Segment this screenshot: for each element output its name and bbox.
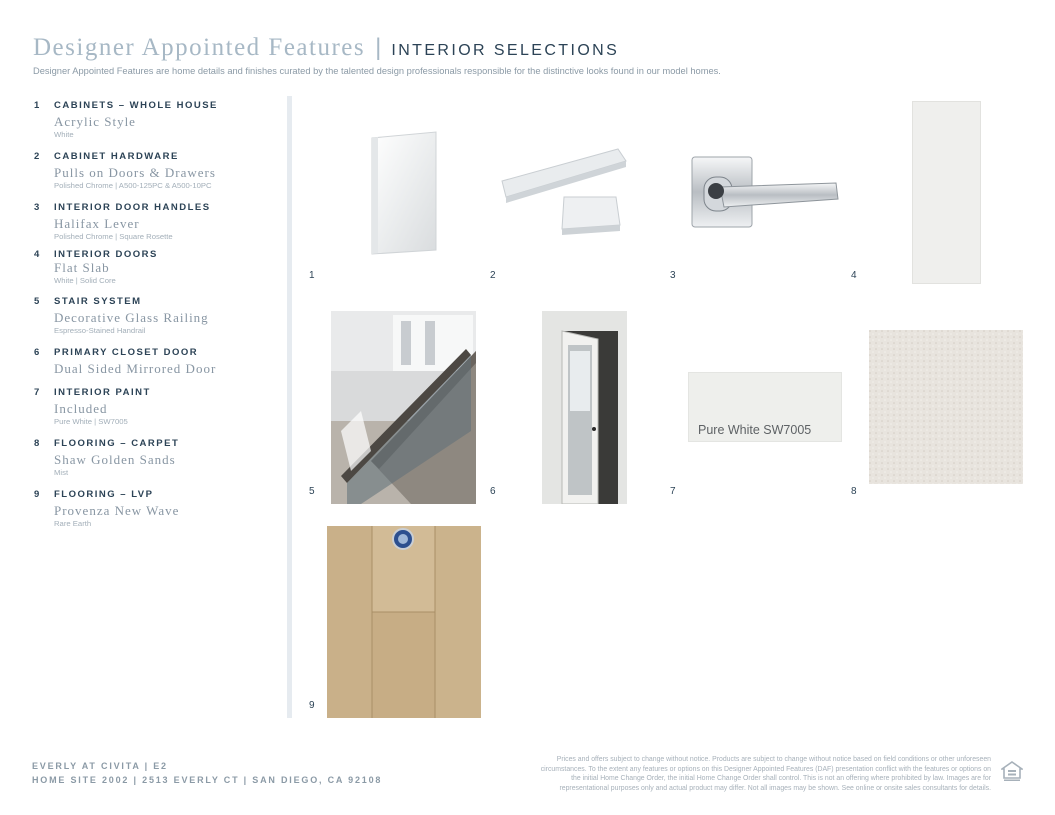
selection-number: 1 bbox=[34, 100, 40, 111]
selection-detail: Espresso-Stained Handrail bbox=[54, 326, 146, 335]
selection-category: INTERIOR DOOR HANDLES bbox=[54, 202, 211, 213]
selection-item bbox=[34, 151, 279, 191]
selection-item bbox=[34, 202, 279, 242]
selection-category: INTERIOR DOORS bbox=[54, 249, 158, 260]
image-number: 2 bbox=[490, 270, 496, 281]
title-separator: | bbox=[375, 34, 382, 61]
selection-name: Pulls on Doors & Drawers bbox=[54, 165, 216, 180]
selection-category: INTERIOR PAINT bbox=[54, 387, 151, 398]
selection-name: Provenza New Wave bbox=[54, 503, 180, 518]
selection-number: 8 bbox=[34, 438, 40, 449]
selection-detail: White | Solid Core bbox=[54, 276, 116, 285]
paint-swatch bbox=[688, 372, 842, 442]
lvp-flooring-image bbox=[327, 526, 481, 718]
selection-number: 4 bbox=[34, 249, 40, 260]
selection-category: PRIMARY CLOSET DOOR bbox=[54, 347, 199, 358]
carpet-sample-image bbox=[869, 330, 1023, 484]
image-number: 3 bbox=[670, 270, 676, 281]
footer-disclaimer: Prices and offers subject to change without notice. Products are subject to change without notice based on field conditions or other unforeseen circumstances. To the extent any features or options on this Designer Appointed Features (DAF) presentation conflict with the features or options on the initial Home Change Order, the initial Home Change Order shall control. This is not an offering where prohibited by law. Images are for representational purposes only and actual product may differ. Not all images may be shown. See online or onsite sales consultants for details. bbox=[540, 756, 991, 792]
selection-name: Halifax Lever bbox=[54, 216, 140, 231]
selection-item bbox=[34, 249, 279, 286]
selection-category: FLOORING – LVP bbox=[54, 489, 154, 500]
selection-name: Dual Sided Mirrored Door bbox=[54, 361, 217, 376]
selection-item bbox=[34, 100, 279, 140]
selection-detail: Rare Earth bbox=[54, 519, 92, 528]
selection-category: FLOORING – CARPET bbox=[54, 438, 180, 449]
image-number: 9 bbox=[309, 700, 315, 711]
selection-item bbox=[34, 489, 279, 529]
cabinet-pull-image bbox=[498, 145, 628, 243]
image-number: 1 bbox=[309, 270, 315, 281]
vertical-divider bbox=[287, 96, 292, 718]
page-description: Designer Appointed Features are home details and finishes curated by the talented design professionals responsible for the distinctive looks found in our model homes. bbox=[33, 66, 721, 76]
selection-category: STAIR SYSTEM bbox=[54, 296, 142, 307]
selection-name: Decorative Glass Railing bbox=[54, 310, 209, 325]
footer-community: EVERLY AT CIVITA | E2 bbox=[32, 761, 168, 771]
selection-number: 3 bbox=[34, 202, 40, 213]
selection-detail: Polished Chrome | Square Rosette bbox=[54, 232, 173, 241]
stair-system-image bbox=[331, 311, 476, 504]
selection-name: Acrylic Style bbox=[54, 114, 136, 129]
interior-door-image bbox=[912, 101, 981, 284]
image-number: 6 bbox=[490, 486, 496, 497]
mirrored-door-image bbox=[542, 311, 627, 504]
selection-number: 6 bbox=[34, 347, 40, 358]
selection-number: 5 bbox=[34, 296, 40, 307]
selection-number: 2 bbox=[34, 151, 40, 162]
page-header bbox=[33, 34, 1023, 76]
footer-address: HOME SITE 2002 | 2513 EVERLY CT | SAN DIEGO, CA 92108 bbox=[32, 775, 383, 785]
title-row bbox=[33, 34, 1023, 62]
selection-detail: White bbox=[54, 130, 74, 139]
image-number: 7 bbox=[670, 486, 676, 497]
selection-name: Shaw Golden Sands bbox=[54, 452, 176, 467]
image-number: 8 bbox=[851, 486, 857, 497]
selection-item bbox=[34, 296, 279, 336]
selection-item bbox=[34, 347, 279, 376]
page-title: Designer Appointed Features bbox=[33, 34, 366, 61]
selection-item bbox=[34, 387, 279, 427]
selection-detail: Pure White | SW7005 bbox=[54, 417, 128, 426]
image-number: 5 bbox=[309, 486, 315, 497]
equal-housing-icon bbox=[1001, 760, 1023, 782]
selection-detail: Polished Chrome | A500-125PC & A500-10PC bbox=[54, 181, 212, 190]
image-number: 4 bbox=[851, 270, 857, 281]
selection-number: 7 bbox=[34, 387, 40, 398]
selection-detail: Mist bbox=[54, 468, 69, 477]
footer-location bbox=[32, 759, 382, 787]
selection-name: Flat Slab bbox=[54, 260, 110, 275]
selection-number: 9 bbox=[34, 489, 40, 500]
selection-name: Included bbox=[54, 401, 108, 416]
selection-category: CABINET HARDWARE bbox=[54, 151, 179, 162]
paint-swatch-label: Pure White SW7005 bbox=[698, 423, 812, 437]
page-subtitle: INTERIOR SELECTIONS bbox=[391, 42, 620, 59]
door-lever-image bbox=[690, 155, 840, 230]
cabinet-door-image bbox=[368, 128, 440, 256]
selection-category: CABINETS – WHOLE HOUSE bbox=[54, 100, 218, 111]
selection-item bbox=[34, 438, 279, 478]
